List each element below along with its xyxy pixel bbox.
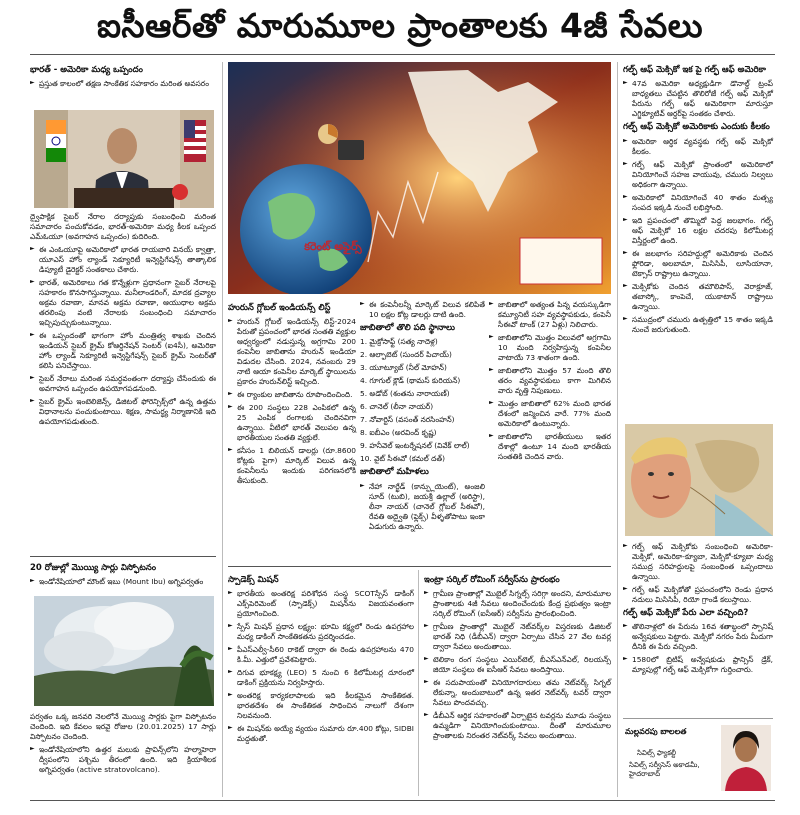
list-item: 8. ఐబీఎం (అరవింద్ కృష్ణ) [360,428,437,438]
volcano-intro-list [30,577,216,587]
list-item: ► అమెరికా ఆర్థిక వ్యవస్థకు గల్ఫ్ ఆఫ్ మెక్సికో కీలకం. [623,137,773,157]
list-item: ► ఈ ఒప్పందంతో భాగంగా హోం మంత్రిత్వ శాఖకు చెందిన ఇండియన్ సైబర్ క్రైమ్ కోఆర్డినేషన్ సెంటర్ (ఐ4సీ), అమెరికా హోం ల్యాండ్ సెక్యూరిటీ ఇన్వెస్టిగేషన్స్ సైబర్ క్రైమ్ సెంటర్‌తో కలిసి పనిచేస్తాయి. [30,331,216,371]
ambassador-photo-graphic [34,110,214,208]
list-item: ► సైబర్ నేరాలు మరింత సమర్థవంతంగా దర్యాప్తు చేసేందుకు ఈ అవగాహన ఒప్పందం ఉపయోగపడనుంది. [30,374,216,394]
list-item: 5. అడోబ్ (శంతను నారాయణ్) [360,389,450,399]
list-item: ► ఈ కంపెనీలన్నీ మార్కెట్ విలువ కలిపితే 10 లక్షల కోట్ల డాలర్లు దాటి ఉంది. [360,300,485,320]
list-item: ► టెలికాం రంగ సంస్థలు ఎయిర్‌టెల్, బీఎస్ఎన్ఎల్, రిలయన్స్ జియో సంస్థలు ఈ ఐసీఆర్ సేవలు అందిస్తాయి. [424,655,611,675]
list-item: ► హురున్ గ్లోబల్ ఇండియన్స్ లిస్ట్-2024 పేరుతో ప్రపంచంలో భారత సంతతి వ్యక్తుల ఆధ్వర్యంలో నడుస్తున్న అగ్రగామి 200 కంపెనీల జాబితాను హురున్ ఇండియా విడుదల చేసింది. 2024, నవంబరు 29 నాటి ఆయా కంపెనీల మార్కెట్ స్థాయిలను ప్రకారం హురున్‌లిస్ట్ ఇచ్చింది. [228,317,356,387]
list-item: ► ఈ ర్యాంకుల జాబితాను రూపొందించింది. [228,390,356,400]
list-item: ► డీబీఎన్ ఆర్థిక సహకారంతో ఏర్పాటైన టవర్లను మూడు సంస్థలు ఉమ్మడిగా వినియోగించుకుంటాయి. దీంతో మారుమూల ప్రాంతాలకు నిరంతర నెట్‌వర్క్ సేవలు అందుతాయి. [424,711,611,741]
gulf-importance-list [623,137,773,335]
list-item: ► గల్ఫ్ ఆఫ్ మెక్సికో ప్రాంతంలో అమెరికాలో వినియోగించే సహజ వాయువు, చమురు నిల్వలు అధికంగా ఉన్నాయి. [623,160,773,190]
list-item: ► స్పేస్ మిషన్ ప్రధాన లక్ష్యం: భూమి కక్ష్యలో రెండు ఉపగ్రహాల మధ్య డాకింగ్ సాంకేతికతను ప్రదర్శించడం. [228,622,414,642]
current-affairs-badge: కరెంట్ అఫైర్స్ [304,240,362,253]
volcano-body [30,712,216,778]
right-column-lower [623,542,773,678]
author-name: మల్లవరపు బాలలత [625,727,687,736]
list-item: ► ఈ జలభాగం సరిహద్దుల్లో అమెరికాకు చెందిన ఫ్లోరిడా, అలబామా, మిసిసిపీ, లూసియానా, టెక్సాస్ రాష్ట్రాలు ఉన్నాయి. [623,249,773,279]
column-divider [617,62,618,797]
author-org: సివిల్స్ సర్వీసెస్ అకాడమీ, హైదరాబాద్ [629,761,700,779]
india-us-heading: భారత్ - అమెరికా మధ్య ఒప్పందం [30,65,143,75]
volcano-graphic [34,596,214,706]
author-avatar [721,725,771,791]
current-affairs-graphic [228,62,611,294]
list-item: ► సముద్రంలో చమురు ఉత్పత్తిలో 15 శాతం ఇక్కడి నుంచే జరుగుతుంది. [623,315,773,335]
list-item: ► ఈ మిషన్‌కు అయ్యే వ్యయం సుమారు రూ.400 కోట్లు, SIDBI మద్దతుతో. [228,724,414,744]
hurun-list [228,317,356,486]
list-item: ► అంతరిక్ష కార్యకలాపాలకు ఇది కీలకమైన సాంకేతికత. భారతదేశం ఈ సాంకేతికత సాధించిన నాలుగో దేశంగా నిలవనుంది. [228,691,414,721]
list-item: 3. యూట్యూబ్ (నీల్ మోహన్) [360,363,447,373]
column-divider [418,570,419,796]
intra-list [424,589,611,741]
list-item: ► జాబితాలోని భారతీయులు ఇతర దేశాల్లో ఉంటూ 14 మంది భారతీయ సంతతికి చెందిన వారు. [489,432,611,462]
list-item: ► ఈ 200 సంస్థలు 228 ఎంపికలో ఉన్న 25 ఎంపిక రంగాలకు చెందినవిగా ఉన్నాయి. వీటిలో భారత్ వెలుపల ఉన్న భారతీయుల సంతతి వ్యక్తులే. [228,403,356,443]
list-item: ► తొలినాళ్లలో ఈ పేరును 16వ శతాబ్దంలో స్పానిష్ అన్వేషకులు పెట్టారు. మెక్సికో నగరం పేరు మీదుగా దీనికి ఈ పేరు వచ్చింది. [623,622,773,652]
author-box [623,718,773,796]
list-item: ► సైబర్ క్రైమ్ ఇంటెలిజెన్స్, డిజిటల్ ఫోరెన్సిక్స్‌లో ఉన్న ఉత్తమ విధానాలను పంచుకుంటాయి. శిక్షణ, సామర్థ్య నిర్మాణానికి ఇది ఉపయోగపడుతుంది. [30,397,216,427]
spadex-list [228,589,414,744]
list-item: ► మొత్తం జాబితాలో 62% మంది భారత దేశంలో జన్మించిన వారే. 77% మంది అమెరికాలో ఉంటున్నారు. [489,399,611,429]
gulf-intro-list [623,79,773,119]
volcano-list [30,745,216,775]
stats-list [489,300,611,462]
volcano-section [30,560,216,590]
list-item: ► గ్రామీణ ప్రాంతాల్లో మొబైల్ సిగ్నల్స్ సరిగ్గా అందని, మారుమూల ప్రాంతాలకు 4జీ సేవలు అందించేందుకు కేంద్ర ప్రభుత్వం ఇంట్రా సర్కిల్ రోమింగ్ (ఐసీఆర్) సర్వీస్‌ను ప్రారంభించింది. [424,589,611,619]
list-item: ► గల్ఫ్ ఆఫ్ మెక్సికోతో ప్రపంచంలోని రెండు ప్రధాన నదులు మిసిసిపీ, రియో గ్రాండే కలుస్తాయి. [623,585,773,605]
center-divider [228,566,611,567]
spadex-section [228,572,414,747]
headline: ఐసీఆర్‌తో మారుమూల ప్రాంతాలకు 4జీ సేవలు [96,6,704,45]
list-item: 7. నోవార్టిస్ (వసంత్ నరసింహన్) [360,415,455,425]
list-item: ► జాబితాలోని మొత్తం 57 మంది తొలి తరం వ్యవస్థాపకులు కాగా మిగిలిన వారు వృత్తి నిపుణులు. [489,366,611,396]
list-item: ► జాబితాలోని మొత్తం విలువలో అగ్రగామి 10 మంది నిర్వహిస్తున్న కంపెనీల వాటాయే 73 శాతంగా ఉంది. [489,333,611,363]
list-item: ► పీఎస్ఎల్వీ-సీ60 రాకెట్ ద్వారా ఈ రెండు ఉపగ్రహాలను 470 కి.మీ. ఎత్తులో ప్రవేశపెట్టారు. [228,645,414,665]
list-item: ► జాబితాలో అత్యంత పిన్న వయస్కుడిగా కమ్యూనిటీ సహ వ్యవస్థాపకుడు, కంపెనీ సీఈవో టాంక్ (27 ఏళ్లు) నిలిచారు. [489,300,611,330]
list-item: ► ఇండోనేషియాలోని ఉత్తర మలుకు ప్రావిన్స్‌లోని హల్మాహెరా ద్వీపంలోని పశ్చిమ తీరంలో ఉంది. ఇది క్రియాశీలక అగ్నిపర్వతం (active stratovolcano). [30,745,216,775]
hurun-stats [489,300,611,465]
hurun-heading: హురున్ గ్లోబల్ ఇండియన్స్ లిస్ట్ [228,303,331,313]
hurun-top10 [360,300,485,535]
top10-heading: జాబితాలో తొలి పది స్థానాలు [360,322,455,333]
trump-map-graphic [625,424,773,536]
list-item: 1. మైక్రోసాఫ్ట్ (సత్య నాదెళ్ల) [360,337,438,347]
volcano-heading: 20 రోజుల్లో మెుయ్యి సార్లు విస్ఫోటనం [30,563,157,573]
headline-rule [30,54,775,55]
list-item: ► ఈ సదుపాయంతో వినియోగదారులు తమ నెట్‌వర్క్ సిగ్నల్ లేకున్నా, అందుబాటులో ఉన్న ఇతర నెట్‌వర్క్ టవర్ ద్వారా సేవలు పొందవచ్చు. [424,678,611,708]
hurun-section [228,300,356,489]
top10-list [360,337,485,464]
list-item: ► భారత్, అమెరికాలు గత కొన్నేళ్లుగా ప్రధానంగా సైబర్ నేరాలపై సహకారం కొనసాగిస్తున్నాయి. మనీలాండరింగ్, మాదక ద్రవ్యాల అక్రమ రవాణా, మానవ అక్రమ రవాణా, ఆయుధాల అక్రమ తరలింపు వంటి నేరాలకు సంబంధించి సమాచారం ఇచ్చిపుచ్చుకుంటున్నాయి. [30,278,216,328]
list-item: ► గల్ఫ్ ఆఫ్ మెక్సికోకు సంబంధించి అమెరికా-మెక్సికో, అమెరికా-క్యూబా, మెక్సికో-క్యూబా మధ్య సముద్ర సరిహద్దులపై సంబంధింత ఒప్పందాలు ఉన్నాయి. [623,542,773,582]
list-item: ► ఇండోనేషియాలో మౌంట్ ఇబు (Mount Ibu) అగ్నిపర్వతం [30,577,216,587]
list-item: 10. వైట్ సీఈవో (కమల్ దత్) [360,454,446,464]
right-column [623,62,773,338]
page-bottom-rule [30,800,775,801]
left-column [30,62,216,92]
list-item: ► 47వ అమెరికా అధ్యక్షుడిగా డొనాల్డ్ ట్రంప్ బాధ్యతలు చేపట్టిన తొలిరోజే గల్ఫ్ ఆఫ్ మెక్సికో పేరును గల్ఫ్ ఆఫ్ అమెరికాగా మారుస్తూ ఎగ్జిక్యూటివ్ ఆర్డర్‌పై సంతకం చేశారు. [623,79,773,119]
india-us-intro-list [30,79,216,89]
gulf-borders-list [623,542,773,605]
list-item: ► కనీసం 1 బిలియన్ డాలర్లు (రూ.8600 కోట్లకు పైగా) మార్కెట్ విలువ ఉన్న కంపెనీలను ఇందుకు పరిగణనలోకి తీసుకుంది. [228,446,356,486]
women-list [360,482,485,532]
list-item: ► నేహా నార్ఖేడ్ (కాన్ఫ్లుయెంట్), అంజలి సూద్ (టుబి), జయశ్రీ ఉల్లాల్ (అరిస్టా), లీనా నాయర్ (చానెల్ గ్లోబల్ సీఈవో), రేవతి అద్వైతి (ఫ్లెక్స్) వీళ్ళతోపాటు ఇంకా ఏడుగురు ఉన్నారు. [360,482,485,532]
list-item: 4. గూగుల్ క్లౌడ్ (థామస్ కురియన్) [360,376,461,386]
left-column-body [30,212,216,430]
list-item: ► అమెరికాలో వినియోగించే 40 శాతం మత్స్య సంపద ఇక్కడి నుంచే లభిస్తోంది. [623,193,773,213]
list-item: 2. ఆల్ఫాబెట్ (సుందర్ పిచాయ్) [360,350,452,360]
trump-map-photo [625,424,773,536]
list-item: ► భారతీయ అంతరిక్ష పరిశోధన సంస్థ SCOTస్పేస్ డాకింగ్ ఎక్స్‌పెరిమెంట్ (స్పాడెక్స్) మిషన్‌ను విజయవంతంగా ప్రయోగించింది. [228,589,414,619]
list-item: ► ప్రస్తుత కాలంలో తక్షణ సాంకేతిక సహకారం మరింత అవసరం [30,79,216,89]
current-affairs-illustration [228,62,611,294]
list-item: 9. హనీవెల్ ఇంటర్నేషనల్ (వివేక్ లాల్) [360,441,470,451]
list-item: ► మెక్సికోకు చెందిన తమౌలిపాస్, వెరాక్రూజ్, తబాస్కో, కాంపెచే, యుకాటాన్ రాష్ట్రాలు ఉన్నాయి. [623,282,773,312]
list-item: ► గ్రామీణ ప్రాంతాల్లో మొబైల్ నెట్‌వర్క్‌ల విస్తరణకు డిజిటల్ భారత్ నిధి (డీబీఎన్) ద్వారా ఏర్పాటు చేసిన 27 వేల టవర్ల ద్వారా సేవలు అందుతాయి. [424,622,611,652]
gulf-name-list [623,622,773,675]
list-item: ► ఈ ఎంఓయూపై అమెరికాలో భారత రాయబారి వినయ్ క్వాత్రా, యూఎస్ హోం ల్యాండ్ సెక్యూరిటీ ఇన్వెస్టిగేషన్స్ తాత్కాలిక డిప్యూటీ డైరెక్టర్ సంతకాలు చేశారు. [30,245,216,275]
intra-section [424,572,611,744]
volcano-photo [34,596,214,706]
list-item: ► దిగువ భూకక్ష్య (LEO) 5 నుంచి 6 కిలోమీటర్ల దూరంలో డాకింగ్ ప్రక్రియను నిర్వహిస్తారు. [228,668,414,688]
women-heading: జాబితాలో మహిళలు [360,467,429,478]
intra-heading: ఇంట్రా సర్కిల్ రోమింగ్ సర్వీస్‌ను ప్రారంభం [424,575,560,585]
india-us-paragraph: ద్వైపాక్షిక సైబర్ నేరాల దర్యాప్తుకు సంబంధించి మరింత సమాచారం పంచుకోవడం, భారత్-అమెరికా మధ్య కీలక ఒప్పంద ఎమ్ఓయూ (అవగాహన ఒప్పందం) కుదిరింది. [30,212,216,241]
list-item: 6. చానెల్ (లీనా నాయర్) [360,402,434,412]
gulf-heading: గల్ఫ్ ఆఫ్ మెక్సికో ఇక పై గల్ఫ్ ఆఫ్ అమెరికా [623,65,766,75]
column-divider [222,62,223,797]
volcano-paragraph: పర్వతం ఒక్క జనవరి నెలలోనే మెుయ్యి సార్లకు పైగా విస్ఫోటనం చెందింది. ఇది కేవలం ఇరవై రోజుల (20.01.2025) 17 సార్లు విస్ఫోటనం చెందింది. [30,712,216,741]
spadex-heading: స్పాడెక్స్ మిషన్ [228,575,279,585]
ambassador-photo [34,110,214,208]
list-item: ► ఇది ప్రపంచంలో తొమ్మిదో పెద్ద జలభాగం. గల్ఫ్ ఆఫ్ మెక్సికో 16 లక్షల చదరపు కిలోమీటర్ల విస్తీర్ణంలో ఉంది. [623,216,773,246]
left-divider [30,556,216,557]
author-title: సివిల్స్ ఫ్యాకల్టీ [637,749,676,757]
hurun-summary-list [360,300,485,320]
gulf-importance-heading: గల్ఫ్ ఆఫ్ మెక్సికో అమెరికాకు ఎందుకు కీలకం [623,122,770,133]
india-us-list [30,245,216,427]
list-item: ► 1580లో బ్రిటిష్ అన్వేషకుడు ఫ్రాన్సిస్ డ్రేక్, మ్యాపుల్లో గల్ఫ్ ఆఫ్ మెక్సికోగా గుర్తించారు. [623,655,773,675]
gulf-name-heading: గల్ఫ్ ఆఫ్ మెక్సికో పేరు ఎలా వచ్చింది? [623,607,749,618]
author-photo [721,725,771,791]
